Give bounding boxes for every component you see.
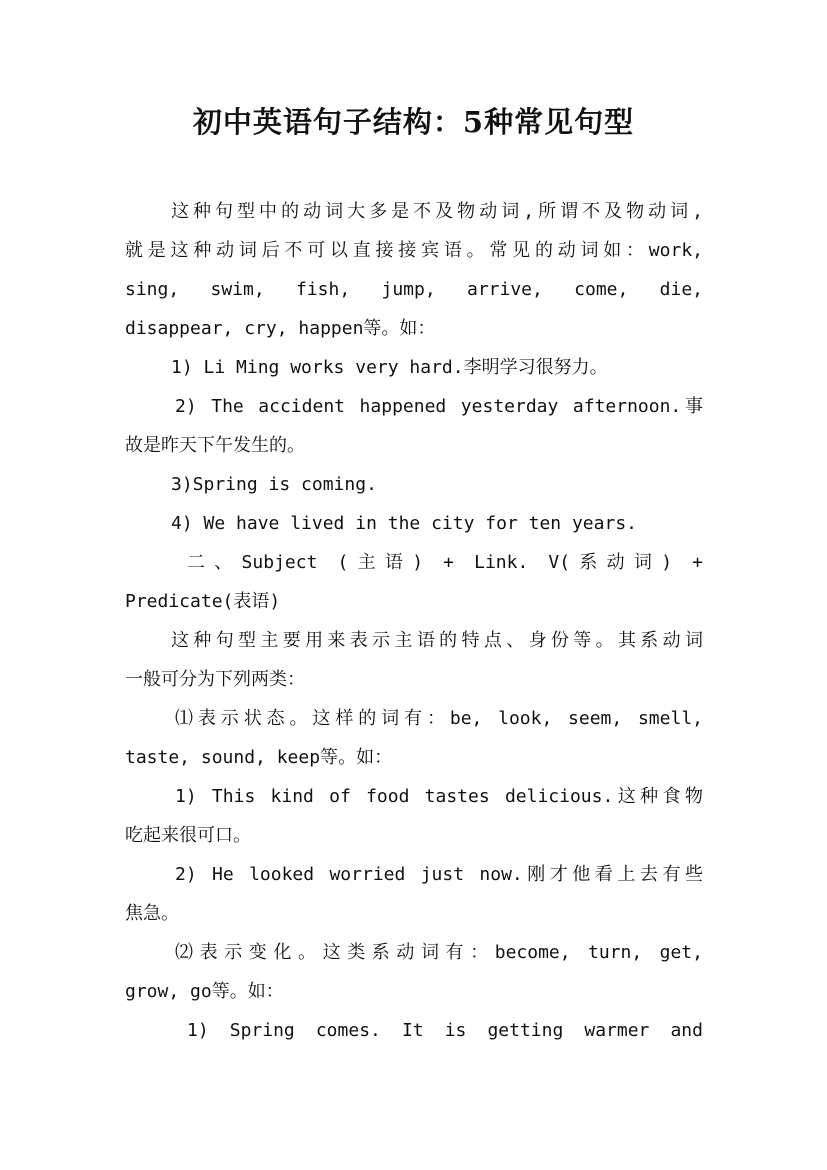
paragraph-line: taste, sound, keep等。如：: [125, 747, 393, 768]
example-line: 故是昨天下午发生的。: [125, 435, 305, 456]
example-line: 2) The accident happened yesterday afternoon.事: [175, 396, 703, 417]
paragraph-line: 这种句型中的动词大多是不及物动词,所谓不及物动词,: [171, 201, 703, 222]
example-line: 1) Li Ming works very hard.李明学习很努力。: [171, 357, 608, 378]
document-title: 初中英语句子结构：5种常见句型: [192, 105, 635, 139]
paragraph-line: ⑵表示变化。这类系动词有：become, turn, get,: [175, 942, 703, 963]
example-line: 2) He looked worried just now.刚才他看上去有些: [175, 864, 703, 885]
example-line: 焦急。: [125, 903, 179, 924]
paragraph-line: 就是这种动词后不可以直接接宾语。常见的动词如：work,: [125, 240, 703, 261]
paragraph-line: grow, go等。如：: [125, 981, 284, 1002]
paragraph-line: 一般可分为下列两类：: [125, 669, 305, 690]
paragraph-line: ⑴表示状态。这样的词有：be, look, seem, smell,: [175, 708, 703, 729]
example-line: 4) We have lived in the city for ten years.: [171, 513, 637, 534]
example-line: 1) This kind of food tastes delicious.这种食物: [175, 786, 703, 807]
example-line: 3)Spring is coming.: [171, 474, 377, 495]
paragraph-line: disappear, cry, happen等。如：: [125, 318, 436, 339]
paragraph-line: sing, swim, fish, jump, arrive, come, die,: [125, 279, 703, 300]
document-body: [125, 192, 703, 1050]
example-line: 1) Spring comes. It is getting warmer and: [187, 1020, 703, 1041]
section-heading-line: 二、Subject (主语) + Link. V(系动词) +: [187, 552, 703, 573]
paragraph-line: 这种句型主要用来表示主语的特点、身份等。其系动词: [171, 630, 703, 651]
section-heading-line: Predicate(表语): [125, 591, 281, 612]
example-line: 吃起来很可口。: [125, 825, 251, 846]
